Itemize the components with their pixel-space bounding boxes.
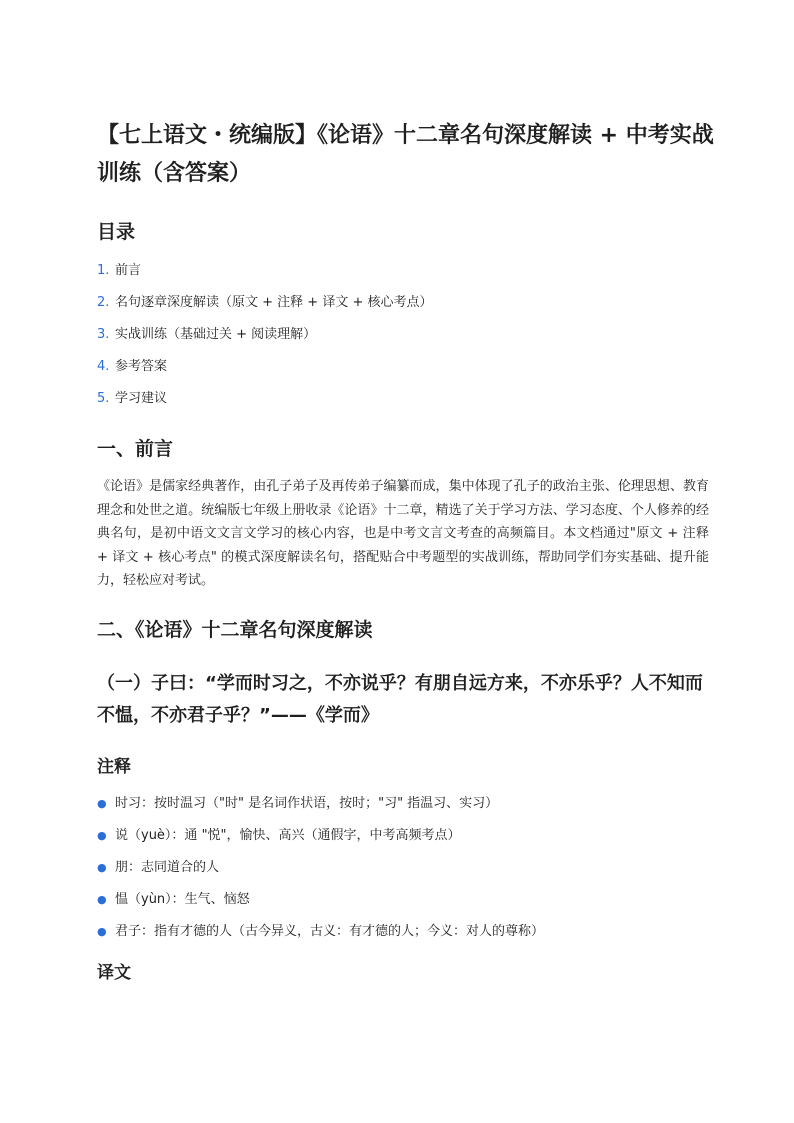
toc-item-text: 实战训练（基础过关 + 阅读理解） <box>115 327 317 342</box>
bullet-dot-icon: ● <box>97 829 107 842</box>
toc-item[interactable] <box>97 357 432 389</box>
notes-list <box>97 794 544 954</box>
toc-item-number: 5. <box>97 391 110 406</box>
translation-heading: 译文 <box>97 963 131 983</box>
toc-item[interactable] <box>97 261 432 293</box>
preface-paragraph: 《论语》是儒家经典著作，由孔子弟子及再传弟子编纂而成，集中体现了孔子的政治主张、伦理思想、教育理念和处世之道。统编版七年级上册收录《论语》十二章，精选了关于学习方法、学习态度、个人修养的经典名句，是初中语文文言文学习的核心内容，也是中考文言文考查的高频篇目。本文档通过"原文 + 注释 + 译文 + 核心考点" 的模式深度解读名句，搭配贴合中考题型的实战训练，帮助同学们夯实基础、提升能力，轻松应对考试。 <box>97 479 709 588</box>
note-item <box>97 858 544 890</box>
toc-heading: 目录 <box>97 221 136 243</box>
note-text: 愠（yùn）：生气、恼怒 <box>115 892 250 907</box>
note-item <box>97 794 544 826</box>
toc-item[interactable] <box>97 325 432 357</box>
note-text: 时习：按时温习（"时" 是名词作状语，按时；"习" 指温习、实习） <box>115 796 499 811</box>
toc-item-text: 名句逐章深度解读（原文 + 注释 + 译文 + 核心考点） <box>115 295 433 310</box>
toc-item-text: 参考答案 <box>115 359 168 374</box>
toc-item-number: 2. <box>97 295 110 310</box>
toc-item-number: 4. <box>97 359 110 374</box>
note-item <box>97 890 544 922</box>
document-title: 【七上语文・统编版】《论语》十二章名句深度解读 + 中考实战训练（含答案） <box>97 123 714 186</box>
note-item <box>97 826 544 858</box>
notes-heading: 注释 <box>97 757 131 777</box>
toc-item-text: 前言 <box>115 263 142 278</box>
section-heading-preface: 一、前言 <box>97 438 174 460</box>
section-heading-analysis: 二、《论语》十二章名句深度解读 <box>97 619 373 641</box>
note-text: 朋：志同道合的人 <box>115 860 220 875</box>
toc-item-number: 1. <box>97 263 110 278</box>
toc-item[interactable] <box>97 293 432 325</box>
toc-item-number: 3. <box>97 327 110 342</box>
note-item <box>97 922 544 954</box>
note-text: 君子：指有才德的人（古今异义，古义：有才德的人；今义：对人的尊称） <box>115 924 545 939</box>
bullet-dot-icon: ● <box>97 797 107 810</box>
note-text: 说（yuè）：通 "悦"，愉快、高兴（通假字，中考高频考点） <box>115 828 461 843</box>
bullet-dot-icon: ● <box>97 925 107 938</box>
toc-item-text: 学习建议 <box>115 391 168 406</box>
toc-item[interactable] <box>97 389 432 421</box>
bullet-dot-icon: ● <box>97 861 107 874</box>
bullet-dot-icon: ● <box>97 893 107 906</box>
chapter-heading-xueer: （一）子曰：“学而时习之，不亦说乎？有朋自远方来，不亦乐乎？人不知而不愠，不亦君子乎？”——《学而》 <box>97 673 703 726</box>
toc-list <box>97 261 432 421</box>
